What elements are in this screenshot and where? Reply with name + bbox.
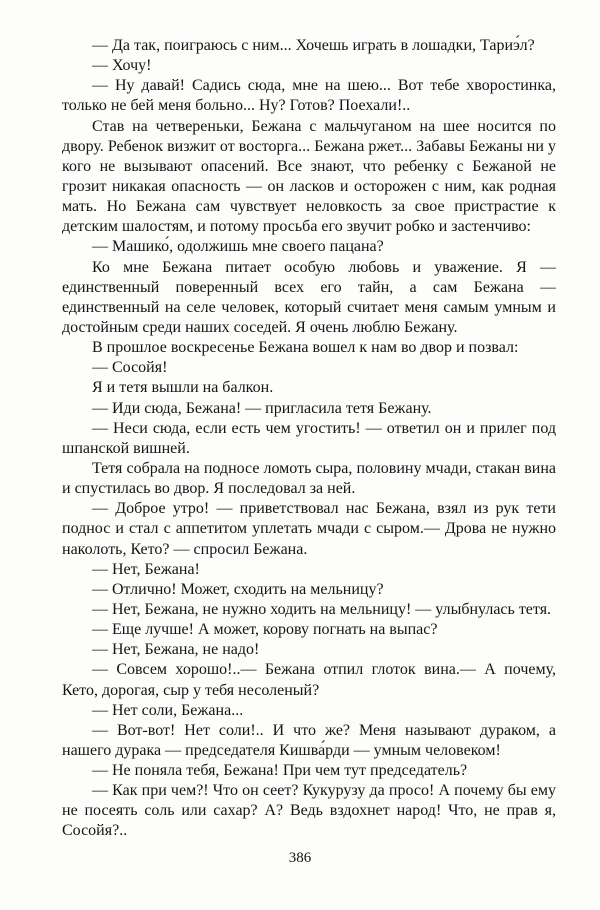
paragraph-15: — Отлично! Может, сходить на мельницу? — [92, 580, 384, 598]
paragraph-4: Став на четвереньки, Бежана с мальчуганом на шее носится по двору. Ребенок визжит от восторга... Бежана ржет... Забавы Бежаны ни у кого не вызывают опасений. Все знают, что ребенку с Бежаной не грозит никакая опасность — он ласков и осторожен с ним, как родная мать. Но Бежана сам чувствует неловкость за свое пристрастие к детским шалостям, и потому просьба его звучит робко и застенчиво: — [62, 117, 556, 236]
paragraph-2: — Хочу! — [92, 57, 152, 75]
paragraph-23: — Как при чем?! Что он сеет? Кукурузу да просо! А почему бы ему не посеять соль или сахар? А? Ведь вздохнет народ! Что, не прав я, Сосойя?.. — [62, 782, 556, 840]
paragraph-11: — Неси сюда, если есть чем угостить! — ответил он и прилег под шпанской вишней. — [62, 419, 556, 457]
paragraph-14: — Нет, Бежана! — [92, 560, 200, 578]
paragraph-16: — Нет, Бежана, не нужно ходить на мельницу! — улыбнулась тетя. — [92, 600, 552, 618]
paragraph-18: — Нет, Бежана, не надо! — [92, 641, 260, 659]
paragraph-1: — Да так, поиграюсь с ним... Хочешь играть в лошадки, Тариэ́л? — [92, 37, 535, 54]
paragraph-10: — Иди сюда, Бежана! — пригласила тетя Бежану. — [92, 399, 432, 417]
paragraph-9: Я и тетя вышли на балкон. — [92, 379, 274, 397]
paragraph-21: — Вот-вот! Нет соли!.. И что же? Меня называют дураком, а нашего дурака — председателя Кишва́рди — умным человеком! — [62, 721, 556, 759]
paragraph-17: — Еще лучше! А может, корову погнать на выпас? — [92, 621, 438, 639]
paragraph-6: Ко мне Бежана питает особую любовь и уважение. Я — единственный поверенный всех его тайн, а сам Бежана — единственный на селе человек, который считает меня самым умным и достойным среди наших соседей. Я очень люблю Бежану. — [62, 258, 556, 336]
paragraph-5: — Машико́, одолжишь мне своего пацана? — [92, 238, 384, 256]
paragraph-12: Тетя собрала на подносе ломоть сыра, половину мчади, стакан вина и спустилась во двор. Я последовал за ней. — [62, 459, 556, 498]
paragraph-7: В прошлое воскресенье Бежана вошел к нам во двор и позвал: — [92, 339, 519, 357]
paragraph-3: — Ну давай! Садись сюда, мне на шею... Вот тебе хворостинка, только не бей меня больно... Ну? Готов? Поехали!.. — [62, 77, 556, 115]
paragraph-22: — Не поняла тебя, Бежана! При чем тут председатель? — [92, 762, 468, 780]
page-text — [62, 36, 556, 842]
paragraph-20: — Нет соли, Бежана... — [92, 701, 244, 719]
paragraph-19: — Совсем хорошо!..— Бежана отпил глоток вина.— А почему, Кето, дорогая, сыр у тебя несоленый? — [62, 661, 556, 699]
page-number: 386 — [288, 850, 312, 866]
paragraph-13: — Доброе утро! — приветствовал нас Бежана, взял из рук тети поднос и стал с аппетитом уплетать мчади с сыром.— Дрова не нужно наколоть, Кето? — спросил Бежана. — [62, 500, 556, 558]
paragraph-8: — Сосойя! — [92, 359, 168, 377]
